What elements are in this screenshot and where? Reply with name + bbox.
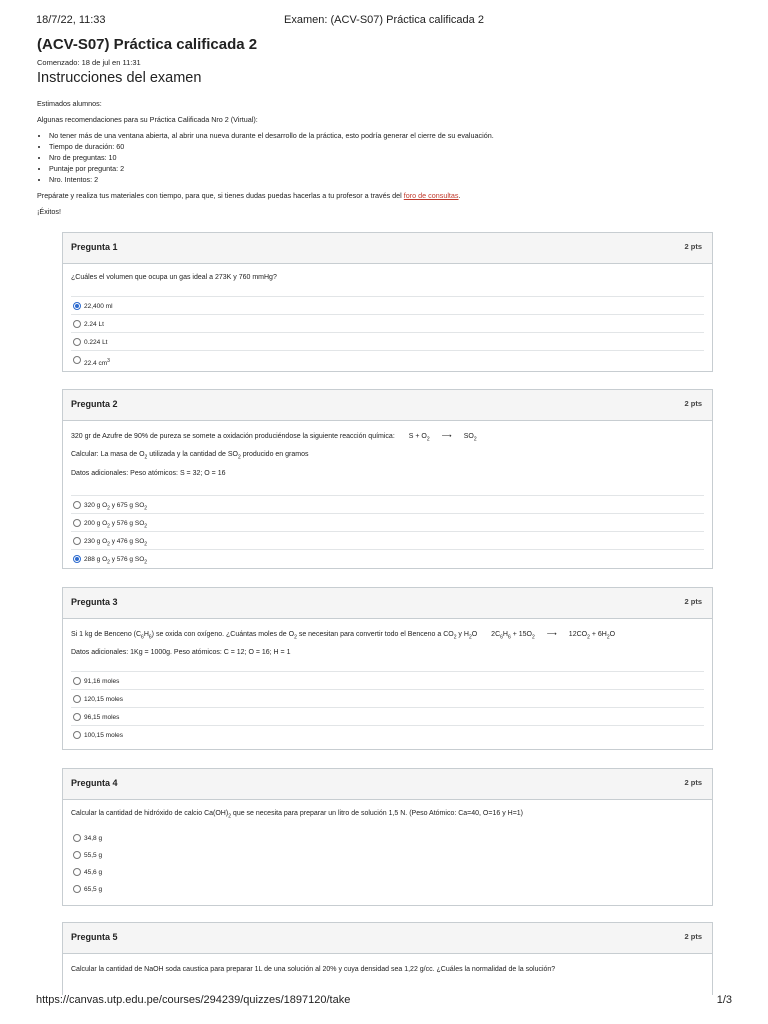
list-item: • Nro. Intentos: 2 [49, 174, 717, 185]
question-body [63, 954, 712, 975]
question-3 [62, 587, 713, 750]
question-header [63, 769, 712, 800]
answer-option[interactable] [71, 880, 704, 897]
list-item: • No tener más de una ventana abierta, al abrir una nueva durante el desarrollo de la práctica, esto podría generar el cierre de su evaluación. [49, 130, 717, 141]
eq-part: 12CO [568, 631, 588, 638]
question-name: Pregunta 4 [71, 778, 118, 788]
question-header [63, 923, 712, 954]
question-text [71, 432, 704, 444]
radio-icon[interactable] [73, 501, 81, 509]
question-text: Calcular la cantidad de NaOH soda caustica para preparar 1L de una solución al 20% y cuya densidad sea 1,22 g/cc. ¿Cuáles la normalidad de la solución? [71, 966, 556, 973]
subscript: 2 [107, 541, 110, 548]
answer-label: 22,400 ml [84, 303, 113, 310]
answer-label [84, 356, 110, 369]
text-part: Calcular la cantidad de hidróxido de calcio Ca(OH) [71, 810, 229, 817]
prepare-text: Prepárate y realiza tus materiales con tiempo, para que, si tienes dudas puedas hacerlas a tu profesor a través del [37, 191, 404, 200]
instructions [37, 98, 717, 217]
eq-part: S + O [408, 433, 427, 440]
answer-option[interactable] [71, 350, 704, 368]
answer-label: 100,15 moles [84, 732, 124, 740]
radio-icon[interactable] [73, 868, 81, 876]
answer-option[interactable] [71, 495, 704, 513]
answer-label [84, 537, 147, 549]
question-text [71, 450, 704, 462]
radio-icon[interactable] [73, 338, 81, 346]
text-part: 200 g O [84, 519, 108, 527]
superscript: 3 [107, 358, 110, 364]
text-part: se necesitan para convertir todo el Benceno a CO [296, 631, 454, 638]
question-body [63, 421, 712, 567]
answer-option[interactable] [71, 829, 704, 846]
eq-part: H [502, 631, 508, 638]
page-number: 1/3 [716, 994, 732, 1006]
subscript: 2 [144, 454, 148, 461]
question-header [63, 233, 712, 264]
question-text: Datos adicionales: 1Kg = 1000g. Peso atómicos: C = 12; O = 16; H = 1 [71, 649, 291, 657]
question-name: Pregunta 1 [71, 242, 118, 252]
page-title: (ACV-S07) Práctica calificada 2 [37, 36, 258, 53]
text-part: y 476 g SO [109, 537, 145, 545]
answer-list [71, 671, 704, 743]
question-1 [62, 232, 713, 372]
question-body [63, 264, 712, 368]
eq-part: 2C [491, 631, 501, 638]
answer-option[interactable] [71, 513, 704, 531]
question-points: 2 pts [684, 932, 702, 941]
arrow-icon: ⟶ [441, 433, 452, 440]
subscript: 2 [473, 436, 477, 443]
eq-part: + 6H [589, 631, 607, 638]
question-text [71, 630, 704, 642]
subscript: 2 [426, 436, 430, 443]
prepare-paragraph [37, 190, 717, 201]
print-footer [36, 994, 732, 1010]
answer-label: 0.224 Lt [84, 339, 108, 346]
text-part: y H [456, 631, 469, 638]
answer-label: 34,8 g [84, 835, 103, 843]
print-title: Examen: (ACV-S07) Práctica calificada 2 [284, 14, 484, 26]
radio-icon[interactable] [73, 356, 81, 364]
question-header [63, 588, 712, 619]
subscript: 2 [107, 505, 110, 512]
text-part: y 576 g SO [109, 519, 145, 527]
question-4 [62, 768, 713, 906]
subscript: 2 [144, 523, 148, 530]
question-text-part: 320 gr de Azufre de 90% de pureza se somete a oxidación produciéndose la siguiente reacción química: [71, 433, 395, 440]
question-points: 2 pts [684, 778, 702, 787]
subscript: 2 [144, 559, 148, 566]
question-body [63, 800, 712, 897]
text-part: que se necesita para preparar un litro de solución 1,5 N. (Peso Atómico: Ca=40, O=16 y H=1) [230, 810, 524, 817]
answer-option[interactable] [71, 314, 704, 332]
subscript: 6 [500, 634, 503, 641]
radio-icon[interactable] [73, 519, 81, 527]
question-points: 2 pts [684, 242, 702, 251]
radio-icon[interactable] [73, 320, 81, 328]
question-body [63, 619, 712, 743]
answer-option[interactable] [71, 707, 704, 725]
equation [408, 433, 477, 443]
eq-part: O [609, 631, 616, 638]
question-text: Datos adicionales: Peso atómicos: S = 32; O = 16 [71, 469, 226, 477]
answer-option[interactable] [71, 332, 704, 350]
question-name: Pregunta 5 [71, 932, 118, 942]
answer-label: 91,16 moles [84, 678, 120, 686]
radio-icon[interactable] [73, 695, 81, 703]
subscript: 2 [228, 813, 231, 820]
prepare-end: . [458, 191, 461, 200]
question-points: 2 pts [684, 597, 702, 606]
question-5 [62, 922, 713, 995]
subscript: 2 [107, 523, 110, 530]
subscript: 2 [587, 634, 590, 641]
answer-label: 96,15 moles [84, 714, 120, 722]
answer-text: 22.4 cm [84, 360, 108, 368]
question-points: 2 pts [684, 399, 702, 408]
answer-list [71, 296, 704, 368]
question-name: Pregunta 2 [71, 399, 118, 409]
list-item: • Nro de preguntas: 10 [49, 152, 717, 163]
subscript: 2 [144, 505, 148, 512]
good-luck: ¡Éxitos! [37, 207, 61, 216]
question-header [63, 390, 712, 421]
answer-option[interactable] [71, 531, 704, 549]
subscript: 2 [238, 454, 241, 461]
answer-option[interactable] [71, 549, 704, 567]
radio-icon[interactable] [73, 731, 81, 739]
started-time: Comenzado: 18 de jul en 11:31 [37, 58, 141, 67]
text-part: 230 g O [84, 537, 108, 545]
radio-icon[interactable] [73, 851, 81, 859]
answer-list [71, 495, 704, 567]
equation [491, 631, 616, 641]
subscript: 2 [531, 634, 535, 641]
text-part: y 675 g SO [109, 501, 145, 509]
subscript: 6 [148, 634, 152, 641]
radio-selected-icon[interactable] [73, 302, 81, 310]
arrow-icon: ⟶ [546, 631, 557, 638]
radio-icon[interactable] [73, 677, 81, 685]
answer-label [84, 555, 147, 567]
answer-option[interactable] [71, 846, 704, 863]
subscript: 2 [468, 634, 472, 641]
answer-option[interactable] [71, 296, 704, 314]
quiz-content [37, 36, 717, 222]
subscript: 2 [606, 634, 610, 641]
subscript: 2 [144, 541, 148, 548]
question-2 [62, 389, 713, 569]
greeting: Estimados alumnos: [37, 99, 102, 108]
subscript: 6 [141, 634, 144, 641]
answer-option[interactable] [71, 689, 704, 707]
text-part: Calcular: La masa de O [71, 451, 145, 459]
answer-label [84, 501, 147, 513]
subscript: 6 [507, 634, 511, 641]
text-part: utilizada y la cantidad de SO [147, 451, 238, 459]
answer-label: 55,5 g [84, 852, 103, 860]
subscript: 2 [107, 559, 110, 566]
list-item: • Puntaje por pregunta: 2 [49, 163, 717, 174]
radio-icon[interactable] [73, 713, 81, 721]
list-item: • Tiempo de duración: 60 [49, 141, 717, 152]
recommendations-intro: Algunas recomendaciones para su Práctica Calificada Nro 2 (Virtual): [37, 115, 258, 124]
subscript: 2 [453, 634, 457, 641]
forum-link[interactable]: foro de consultas [403, 191, 459, 200]
print-date: 18/7/22, 11:33 [36, 14, 106, 26]
page-url: https://canvas.utp.edu.pe/courses/294239/quizzes/1897120/take [36, 994, 351, 1006]
instructions-heading: Instrucciones del examen [37, 70, 202, 86]
answer-list [71, 829, 704, 897]
question-text: ¿Cuáles el volumen que ocupa un gas ideal a 273K y 760 mmHg? [71, 274, 277, 281]
answer-label: 65,5 g [84, 886, 103, 894]
radio-selected-icon[interactable] [73, 555, 81, 563]
text-part: y 576 g SO [109, 555, 145, 563]
answer-label [84, 519, 147, 531]
subscript: 2 [294, 634, 297, 641]
answer-option[interactable] [71, 863, 704, 880]
answer-label: 2.24 Lt [84, 321, 104, 328]
answer-label: 120,15 moles [84, 696, 124, 704]
question-name: Pregunta 3 [71, 597, 118, 607]
eq-part: SO [463, 433, 474, 440]
text-part: 288 g O [84, 555, 108, 563]
text-part: 320 g O [84, 501, 108, 509]
text-part: Si 1 kg de Benceno (C [71, 631, 142, 638]
radio-icon[interactable] [73, 885, 81, 893]
answer-label: 45,6 g [84, 869, 103, 877]
print-header [36, 14, 732, 30]
text-part: H [143, 631, 149, 638]
radio-icon[interactable] [73, 834, 81, 842]
text-part: O [471, 631, 478, 638]
recommendations-list [37, 130, 717, 185]
question-text [71, 809, 704, 821]
eq-part: + 15O [510, 631, 532, 638]
text-part: ) se oxida con oxígeno. ¿Cuántas moles de O [151, 631, 295, 638]
text-part: producido en gramos [240, 451, 309, 459]
answer-option[interactable] [71, 725, 704, 743]
radio-icon[interactable] [73, 537, 81, 545]
answer-option[interactable] [71, 671, 704, 689]
